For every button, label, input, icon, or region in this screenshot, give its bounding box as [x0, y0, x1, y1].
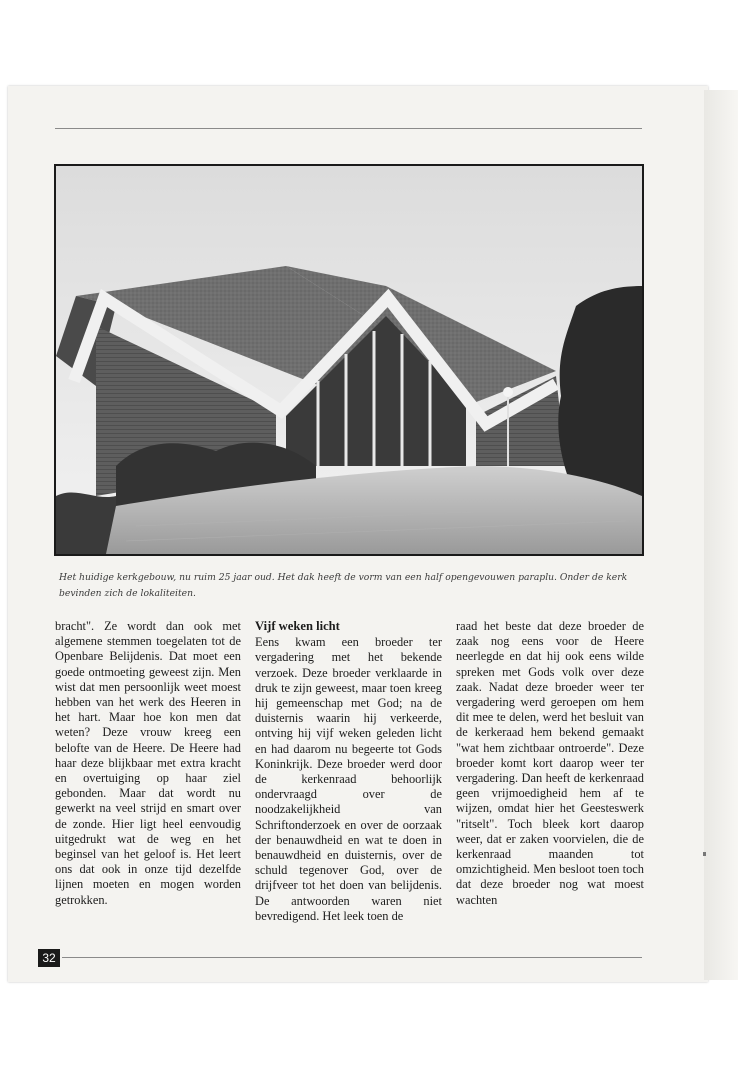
section-heading: Vijf weken licht	[255, 619, 340, 633]
church-photo	[54, 164, 644, 556]
church-photo-icon	[56, 166, 642, 554]
photo-caption: Het huidige kerkgebouw, nu ruim 25 jaar oud. Het dak heeft de vorm van een half opengevouwen paraplu. Onder de kerk bevinden zich de lokaliteiten.	[59, 572, 628, 599]
text-column-1	[55, 619, 241, 908]
text-column-2	[255, 619, 442, 924]
next-page-edge	[704, 90, 738, 980]
page-speck	[703, 852, 706, 856]
column-1-body: bracht". Ze wordt dan ook met algemene stemmen toegelaten tot de Openbare Belijdenis. Dat moet een goede ontmoeting geweest zijn. Men wist dat men persoonlijk weet moest hebben van het werk des Heeren in het hart. Maar hoe kon men dat weten? Deze vrouw kreeg een belofte van de Heere. De Heere had haar deze blijkbaar met extra kracht en overtuiging op haar ziel gebonden. Maar dat wordt nu gewerkt na veel strijd en smart over de zonde. Hier ligt heel eenvoudig uitgedrukt wat de weg en het beginsel van het geloof is. Het leert ons dat ook in onze tijd dezelfde lijnen moeten en mogen worden getrokken.	[55, 619, 241, 907]
bottom-rule	[62, 957, 642, 958]
column-3-body: raad het beste dat deze broeder de zaak nog eens voor de Heere neerlegde en dat hij ook eens wilde spreken met Gods volk over deze zaak. Nadat deze broeder weer ter vergadering werd geroepen om hem dit mee te delen, werd het besluit van de kerkeraad hem bekend gemaakt "wat hem zichtbaar ontroerde". Deze broeder komt kort daarop weer ter vergadering. Dan heeft de kerkenraad geen vrijmoedigheid hem af te wijzen, omdat hier het Geesteswerk "ritselt". Toch bleek kort daarop weer, dat er zaken voorvielen, die de kerkenraad maanden tot omzichtigheid. Men besloot toen toch dat deze broeder nog wat moest wachten	[456, 619, 644, 907]
text-column-3	[456, 619, 644, 908]
page-number: 32	[38, 949, 60, 967]
top-rule	[55, 128, 642, 129]
column-2-body: Eens kwam een broeder ter vergadering met het bekende verzoek. Deze broeder verklaarde in druk te zijn geweest, maar toen kreeg hij gemeenschap met God; na de duisternis waarin hij verkeerde, ontving hij vijf weken geleden licht en had daarom nu begeerte tot Gods Koninkrijk. Deze broeder werd door de kerkenraad behoorlijk ondervraagd over de noodzakelijkheid van Schriftonderzoek en over de oorzaak der benauwdheid en wat te doen in benauwdheid en duisternis, over de schuld tegenover God, over de drijfveer tot het doen van belijdenis. De antwoorden waren niet bevredigend. Het leek toen de	[255, 635, 442, 923]
